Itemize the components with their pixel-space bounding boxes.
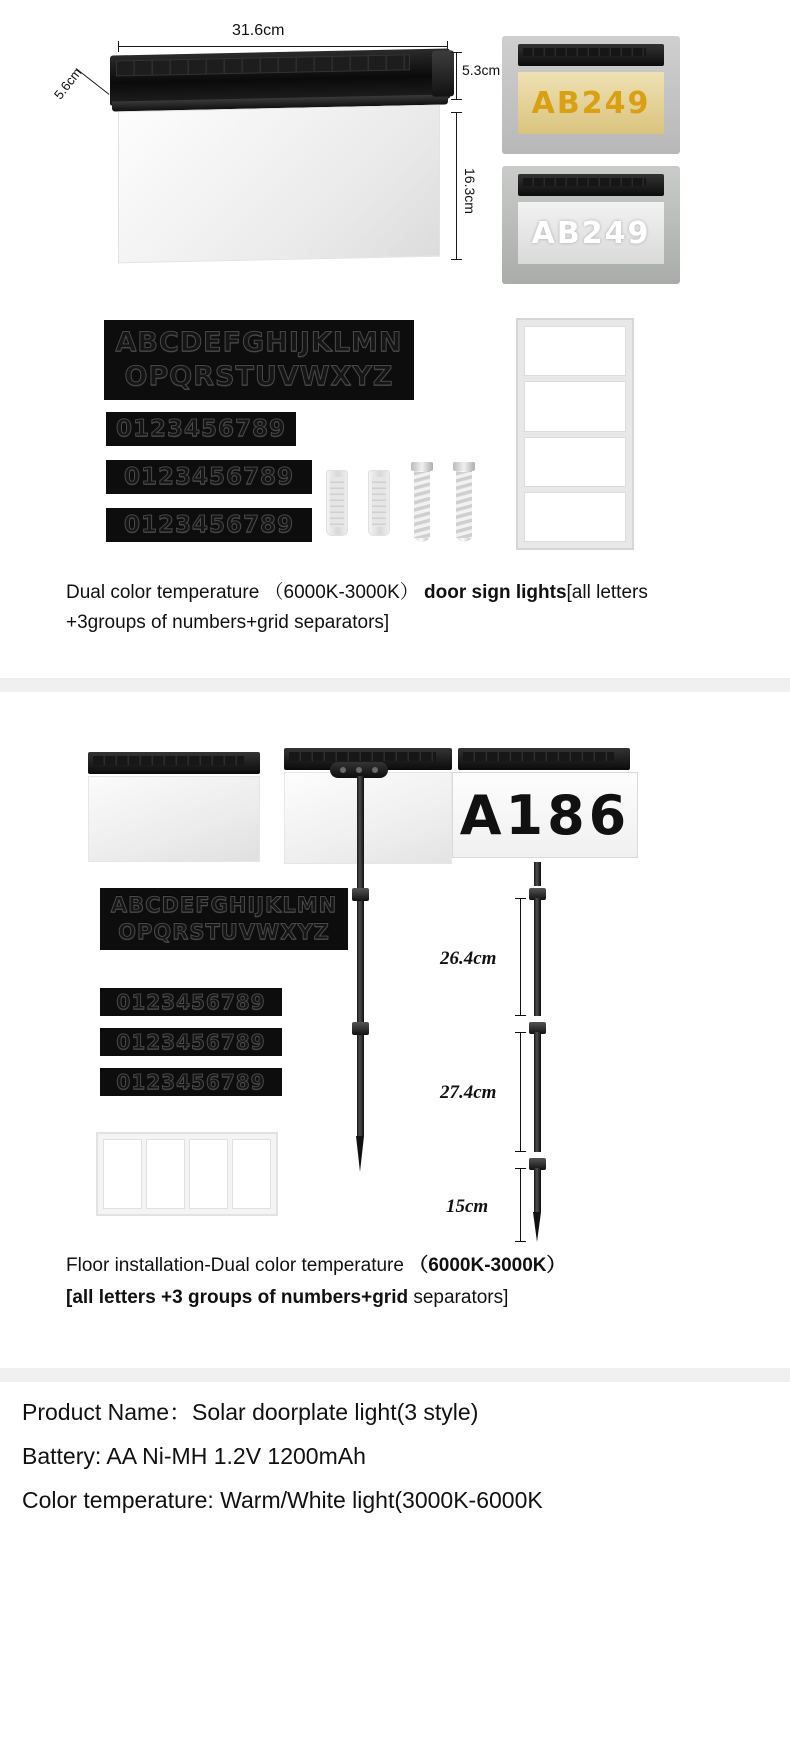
spec-battery: Battery: AA Ni-MH 1.2V 1200mAh xyxy=(22,1443,366,1469)
stake-segment xyxy=(534,898,541,1016)
dimension-label-segment-3: 15cm xyxy=(446,1196,489,1217)
warm-light-preview xyxy=(502,36,680,154)
sign-panel xyxy=(118,105,440,264)
sticker-sheet-numbers-1 xyxy=(100,988,282,1016)
grid-cell xyxy=(103,1139,142,1209)
section-divider xyxy=(0,678,790,692)
dimension-label-width: 31.6cm xyxy=(232,22,285,39)
caption-product: door sign lights xyxy=(424,582,567,603)
lamp-housing-left xyxy=(88,752,260,774)
grid-cell xyxy=(524,326,626,376)
sticker-sheet-letters xyxy=(104,320,414,400)
preview-plate-text-white: AB249 xyxy=(518,202,664,264)
screw-icon xyxy=(414,462,430,542)
dimension-label-depth: 5.6cm xyxy=(50,64,85,103)
dimension-line-segment-3 xyxy=(520,1168,521,1242)
ground-stake xyxy=(357,776,364,1136)
caption-temperature: Dual color temperature （6000K-3000K） xyxy=(66,582,419,603)
spec-product-name: Product Name：Solar doorplate light(3 style) xyxy=(22,1399,479,1425)
dimension-line-segment-1 xyxy=(520,898,521,1016)
preview-plate-text-warm: AB249 xyxy=(518,72,664,134)
caption-temperature: （6000K-3000K） xyxy=(409,1255,566,1276)
wall-anchor-icon xyxy=(326,470,348,536)
section-floor-install xyxy=(0,692,790,1352)
dimension-label-lamp-height: 5.3cm xyxy=(462,62,501,78)
numbers-line: 0123456789 xyxy=(123,464,295,490)
section-wall-mount xyxy=(0,0,790,700)
bracket-hole-icon xyxy=(340,767,346,773)
dimension-line-panel-height xyxy=(456,112,457,260)
spec-color-temperature: Color temperature: Warm/White light(3000K-6000K xyxy=(22,1487,543,1513)
sticker-sheet-numbers-1 xyxy=(106,412,296,446)
letters-line-1: ABCDEFGHIJKLMN xyxy=(115,327,403,358)
bracket-hole-icon xyxy=(372,767,378,773)
stake-joint xyxy=(352,1022,369,1035)
dimension-label-segment-1: 26.4cm xyxy=(440,948,497,969)
sign-panel-right: A186 xyxy=(452,772,638,858)
caption-install-type: Floor installation-Dual color temperature xyxy=(66,1255,410,1276)
sign-panel-center xyxy=(284,772,452,864)
dimension-line-width xyxy=(118,46,448,47)
lamp-housing xyxy=(110,48,450,105)
section-divider xyxy=(0,1368,790,1382)
grid-cell xyxy=(146,1139,185,1209)
solar-panel-strip xyxy=(116,54,410,76)
caption-floor-install xyxy=(66,1250,756,1314)
letters-line-2: OPQRSTUVWXYZ xyxy=(124,361,394,392)
section-specifications xyxy=(0,1390,790,1522)
numbers-line: 0123456789 xyxy=(116,990,266,1014)
lamp-housing-right xyxy=(458,748,630,770)
dimension-line-lamp-height xyxy=(456,52,457,100)
letters-line-2: OPQRSTUVWXYZ xyxy=(118,920,330,944)
white-light-preview xyxy=(502,166,680,284)
caption-contents-tail: separators] xyxy=(408,1287,509,1308)
dimension-label-panel-height: 16.3cm xyxy=(462,168,478,214)
caption-contents: [all letters +3groups of numbers+grid separators] xyxy=(66,582,648,633)
stake-segment xyxy=(534,1032,541,1152)
sticker-sheet-numbers-3 xyxy=(100,1068,282,1096)
numbers-line: 0123456789 xyxy=(116,1070,266,1094)
screw-icon xyxy=(456,462,472,542)
numbers-line: 0123456789 xyxy=(123,512,295,538)
sticker-sheet-letters xyxy=(100,888,348,950)
stake-joint xyxy=(352,888,369,901)
grid-cell xyxy=(232,1139,271,1209)
grid-cell xyxy=(524,492,626,542)
grid-separator-horizontal xyxy=(96,1132,278,1216)
caption-wall-mount xyxy=(66,578,726,638)
dimension-label-segment-2: 27.4cm xyxy=(440,1082,497,1103)
grid-cell xyxy=(524,381,626,431)
letters-line-1: ABCDEFGHIJKLMN xyxy=(110,893,338,917)
sticker-sheet-numbers-3 xyxy=(106,508,312,542)
grid-cell xyxy=(189,1139,228,1209)
wall-anchor-icon xyxy=(368,470,390,536)
lamp-end-cap xyxy=(432,50,454,96)
stake-segment xyxy=(534,862,541,886)
preview-lamp-icon xyxy=(518,44,664,66)
preview-lamp-icon xyxy=(518,174,664,196)
bracket-hole-icon xyxy=(356,767,362,773)
caption-contents: [all letters +3 groups of numbers+grid xyxy=(66,1287,409,1308)
sticker-sheet-numbers-2 xyxy=(106,460,312,494)
dimension-line-segment-2 xyxy=(520,1032,521,1152)
sign-panel-left xyxy=(88,776,260,862)
numbers-line: 0123456789 xyxy=(116,1030,266,1054)
sticker-sheet-numbers-2 xyxy=(100,1028,282,1056)
stake-tip-segment xyxy=(534,1168,541,1212)
numbers-line: 0123456789 xyxy=(115,416,287,442)
grid-separator-vertical xyxy=(516,318,634,550)
grid-cell xyxy=(524,437,626,487)
